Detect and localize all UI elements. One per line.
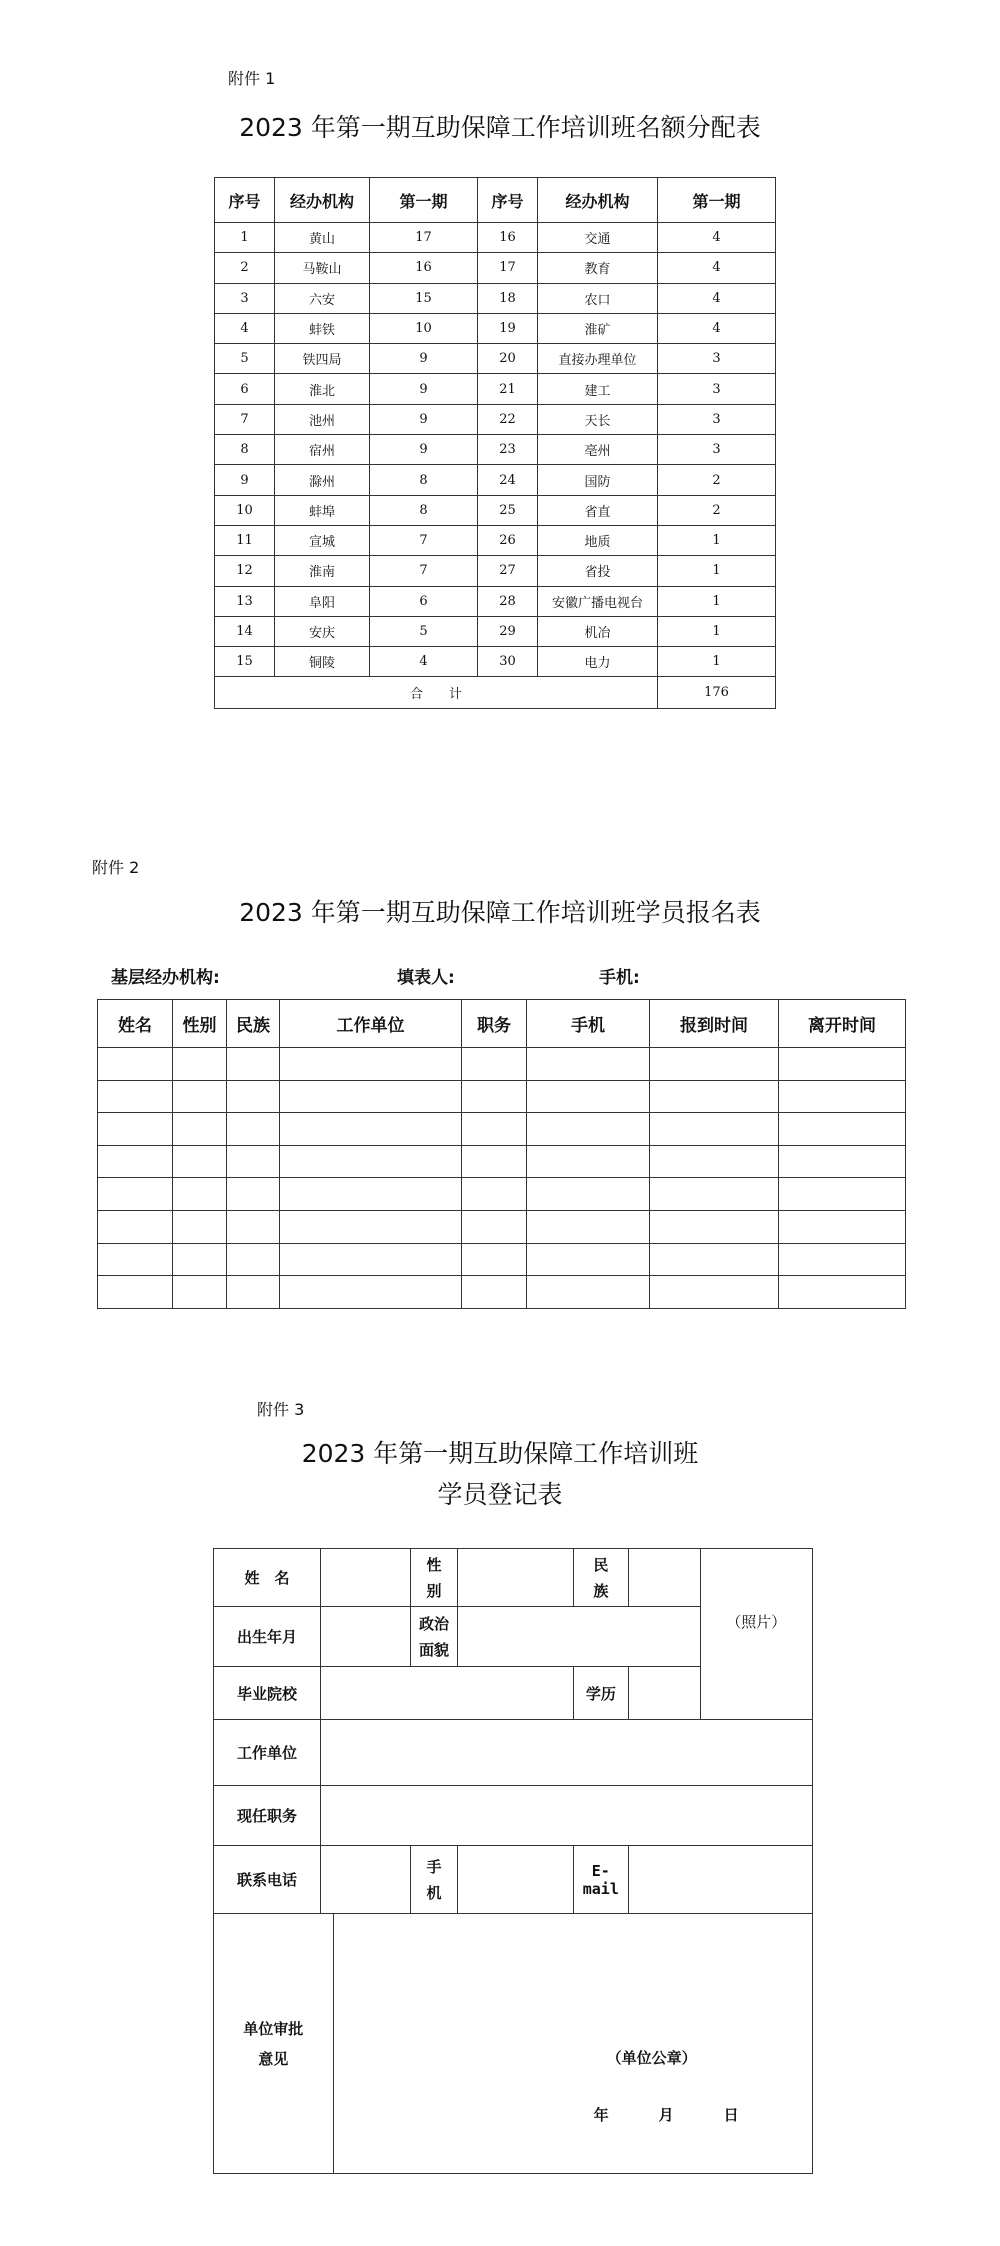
col-header-name: 姓名 — [98, 1000, 173, 1048]
name-input-cell[interactable] — [98, 1113, 173, 1146]
name-input-cell[interactable] — [98, 1145, 173, 1178]
seq-cell: 13 — [215, 586, 275, 616]
quota-row — [215, 556, 776, 586]
quota-cell: 4 — [658, 223, 776, 253]
quota-cell: 1 — [658, 525, 776, 555]
registration-row — [98, 1145, 906, 1178]
org-cell: 六安 — [275, 283, 370, 313]
arrival-input-cell[interactable] — [650, 1145, 779, 1178]
email-field[interactable] — [628, 1846, 812, 1914]
seq-cell: 17 — [478, 253, 538, 283]
seq-cell: 9 — [215, 465, 275, 495]
quota-cell: 7 — [370, 556, 478, 586]
departure-input-cell[interactable] — [779, 1145, 906, 1178]
seq-cell: 26 — [478, 525, 538, 555]
position-input-cell[interactable] — [462, 1145, 527, 1178]
col-header-ethnicity: 民族 — [227, 1000, 280, 1048]
ethnicity-input-cell[interactable] — [227, 1276, 280, 1309]
org-cell: 交通 — [538, 223, 658, 253]
col-header-departure: 离开时间 — [779, 1000, 906, 1048]
seq-cell: 11 — [215, 525, 275, 555]
birth-label: 出生年月 — [214, 1607, 321, 1667]
org-cell: 省直 — [538, 495, 658, 525]
attachment-1-label: 附件 1 — [228, 69, 276, 88]
mobile-input-cell[interactable] — [527, 1276, 650, 1309]
registration-row — [98, 1048, 906, 1081]
name-input-cell[interactable] — [98, 1210, 173, 1243]
gender-input-cell[interactable] — [173, 1048, 227, 1081]
registration-row — [98, 1080, 906, 1113]
mobile-input-cell[interactable] — [527, 1178, 650, 1211]
mobile-input-cell[interactable] — [527, 1210, 650, 1243]
quota-cell: 15 — [370, 283, 478, 313]
quota-cell: 9 — [370, 404, 478, 434]
departure-input-cell[interactable] — [779, 1048, 906, 1081]
seq-cell: 27 — [478, 556, 538, 586]
registration-row — [98, 1243, 906, 1276]
name-input-cell[interactable] — [98, 1276, 173, 1309]
quota-cell: 8 — [370, 495, 478, 525]
name-input-cell[interactable] — [98, 1048, 173, 1081]
ethnicity-input-cell[interactable] — [227, 1210, 280, 1243]
org-cell: 蚌铁 — [275, 313, 370, 343]
attachment-3-title-line2: 学员登记表 — [437, 1480, 563, 1509]
position-input-cell[interactable] — [462, 1080, 527, 1113]
work-unit-input-cell[interactable] — [280, 1113, 462, 1146]
seq-cell: 14 — [215, 616, 275, 646]
departure-input-cell[interactable] — [779, 1210, 906, 1243]
quota-cell: 3 — [658, 435, 776, 465]
quota-cell: 1 — [658, 616, 776, 646]
work-unit-input-cell[interactable] — [280, 1243, 462, 1276]
seal-text: （单位公章） — [606, 2049, 697, 2067]
org-cell: 宿州 — [275, 435, 370, 465]
quota-row — [215, 647, 776, 677]
org-cell: 农口 — [538, 283, 658, 313]
attachment-3-label: 附件 3 — [257, 1400, 305, 1419]
attachment-1-title: 2023 年第一期互助保障工作培训班名额分配表 — [239, 113, 761, 142]
gender-input-cell[interactable] — [173, 1145, 227, 1178]
work-unit-label: 工作单位 — [214, 1720, 321, 1786]
seq-cell: 10 — [215, 495, 275, 525]
col-header-arrival: 报到时间 — [650, 1000, 779, 1048]
org-cell: 建工 — [538, 374, 658, 404]
attachment-2-title: 2023 年第一期互助保障工作培训班学员报名表 — [239, 898, 761, 927]
quota-cell: 9 — [370, 344, 478, 374]
registration-row — [98, 1210, 906, 1243]
work-unit-input-cell[interactable] — [280, 1080, 462, 1113]
departure-input-cell[interactable] — [779, 1178, 906, 1211]
org-cell: 省投 — [538, 556, 658, 586]
col-header-gender: 性别 — [173, 1000, 227, 1048]
quota-cell: 1 — [658, 586, 776, 616]
col-header-seq: 序号 — [478, 178, 538, 223]
seq-cell: 4 — [215, 313, 275, 343]
position-input-cell[interactable] — [462, 1210, 527, 1243]
total-value: 176 — [658, 677, 776, 709]
approval-area[interactable] — [333, 1914, 812, 2174]
org-cell: 地质 — [538, 525, 658, 555]
org-cell: 宣城 — [275, 525, 370, 555]
quota-table — [214, 177, 776, 709]
quota-cell: 2 — [658, 495, 776, 525]
total-label: 合 计 — [215, 677, 658, 709]
quota-cell: 9 — [370, 374, 478, 404]
work-unit-input-cell[interactable] — [280, 1178, 462, 1211]
gender-field[interactable] — [458, 1549, 573, 1607]
quota-cell: 16 — [370, 253, 478, 283]
political-status-field[interactable] — [458, 1607, 700, 1667]
gender-input-cell[interactable] — [173, 1080, 227, 1113]
org-cell: 机冶 — [538, 616, 658, 646]
quota-cell: 4 — [658, 253, 776, 283]
tel-label: 联系电话 — [214, 1846, 321, 1914]
work-unit-input-cell[interactable] — [280, 1210, 462, 1243]
quota-cell: 9 — [370, 435, 478, 465]
seq-cell: 12 — [215, 556, 275, 586]
attachment-2-label: 附件 2 — [92, 858, 140, 877]
quota-cell: 1 — [658, 556, 776, 586]
quota-row — [215, 616, 776, 646]
quota-cell: 4 — [658, 313, 776, 343]
departure-input-cell[interactable] — [779, 1080, 906, 1113]
org-cell: 直接办理单位 — [538, 344, 658, 374]
education-label: 学历 — [573, 1667, 628, 1720]
org-cell: 安徽广播电视台 — [538, 586, 658, 616]
arrival-input-cell[interactable] — [650, 1210, 779, 1243]
col-header-org: 经办机构 — [538, 178, 658, 223]
seq-cell: 3 — [215, 283, 275, 313]
ethnicity-input-cell[interactable] — [227, 1048, 280, 1081]
quota-row — [215, 253, 776, 283]
seq-cell: 1 — [215, 223, 275, 253]
org-cell: 亳州 — [538, 435, 658, 465]
registration-header-row — [98, 1000, 906, 1048]
mobile-input-cell[interactable] — [527, 1080, 650, 1113]
arrival-input-cell[interactable] — [650, 1113, 779, 1146]
quota-cell: 4 — [658, 283, 776, 313]
arrival-input-cell[interactable] — [650, 1178, 779, 1211]
name-label: 姓 名 — [214, 1549, 321, 1607]
year-label: 年 — [593, 2106, 609, 2124]
seq-cell: 28 — [478, 586, 538, 616]
quota-row — [215, 313, 776, 343]
name-field[interactable] — [321, 1549, 410, 1607]
registration-row — [98, 1178, 906, 1211]
gender-input-cell[interactable] — [173, 1210, 227, 1243]
total-row — [215, 677, 776, 709]
position-input-cell[interactable] — [462, 1243, 527, 1276]
org-cell: 安庆 — [275, 616, 370, 646]
seq-cell: 18 — [478, 283, 538, 313]
ethnicity-input-cell[interactable] — [227, 1178, 280, 1211]
gender-label: 性 别 — [410, 1549, 458, 1607]
ethnicity-input-cell[interactable] — [227, 1145, 280, 1178]
position-input-cell[interactable] — [462, 1048, 527, 1081]
quota-row — [215, 404, 776, 434]
org-cell: 蚌埠 — [275, 495, 370, 525]
birth-field[interactable] — [321, 1607, 410, 1667]
gender-input-cell[interactable] — [173, 1276, 227, 1309]
seq-cell: 25 — [478, 495, 538, 525]
departure-input-cell[interactable] — [779, 1276, 906, 1309]
org-cell: 天长 — [538, 404, 658, 434]
political-status-label: 政治 面貌 — [410, 1607, 458, 1667]
work-unit-input-cell[interactable] — [280, 1145, 462, 1178]
quota-cell: 17 — [370, 223, 478, 253]
filler-label: 填表人: — [397, 968, 455, 988]
quota-cell: 7 — [370, 525, 478, 555]
quota-row — [215, 223, 776, 253]
approval-label: 单位审批 意见 — [214, 1914, 334, 2174]
name-input-cell[interactable] — [98, 1080, 173, 1113]
gender-input-cell[interactable] — [173, 1178, 227, 1211]
photo-box: （照片） — [700, 1549, 812, 1720]
seq-cell: 20 — [478, 344, 538, 374]
position-field[interactable] — [321, 1786, 813, 1846]
arrival-input-cell[interactable] — [650, 1243, 779, 1276]
seq-cell: 2 — [215, 253, 275, 283]
org-cell: 马鞍山 — [275, 253, 370, 283]
quota-cell: 2 — [658, 465, 776, 495]
quota-cell: 6 — [370, 586, 478, 616]
position-input-cell[interactable] — [462, 1113, 527, 1146]
quota-row — [215, 525, 776, 555]
work-unit-input-cell[interactable] — [280, 1048, 462, 1081]
name-input-cell[interactable] — [98, 1243, 173, 1276]
arrival-input-cell[interactable] — [650, 1276, 779, 1309]
tel-field[interactable] — [321, 1846, 410, 1914]
school-label: 毕业院校 — [214, 1667, 321, 1720]
col-header-position: 职务 — [462, 1000, 527, 1048]
email-label: E-mail — [573, 1846, 628, 1914]
org-cell: 铜陵 — [275, 647, 370, 677]
quota-cell: 3 — [658, 374, 776, 404]
org-cell: 电力 — [538, 647, 658, 677]
departure-input-cell[interactable] — [779, 1243, 906, 1276]
seq-cell: 8 — [215, 435, 275, 465]
seq-cell: 15 — [215, 647, 275, 677]
position-input-cell[interactable] — [462, 1276, 527, 1309]
mobile-input-cell[interactable] — [527, 1048, 650, 1081]
quota-cell: 4 — [370, 647, 478, 677]
mobile-input-cell[interactable] — [527, 1243, 650, 1276]
work-unit-input-cell[interactable] — [280, 1276, 462, 1309]
org-cell: 国防 — [538, 465, 658, 495]
name-input-cell[interactable] — [98, 1178, 173, 1211]
quota-header-row — [215, 178, 776, 223]
ethnicity-input-cell[interactable] — [227, 1080, 280, 1113]
position-input-cell[interactable] — [462, 1178, 527, 1211]
seq-cell: 6 — [215, 374, 275, 404]
quota-row — [215, 465, 776, 495]
ethnicity-field[interactable] — [628, 1549, 700, 1607]
quota-row — [215, 435, 776, 465]
org-cell: 阜阳 — [275, 586, 370, 616]
position-label: 现任职务 — [214, 1786, 321, 1846]
seq-cell: 24 — [478, 465, 538, 495]
phone-label: 手机: — [599, 968, 640, 988]
registration-row — [98, 1276, 906, 1309]
mobile-field[interactable] — [458, 1846, 573, 1914]
quota-row — [215, 283, 776, 313]
quota-cell: 3 — [658, 404, 776, 434]
ethnicity-input-cell[interactable] — [227, 1113, 280, 1146]
org-cell: 淮南 — [275, 556, 370, 586]
registration-row — [98, 1113, 906, 1146]
org-cell: 淮北 — [275, 374, 370, 404]
school-field[interactable] — [321, 1667, 574, 1720]
seq-cell: 21 — [478, 374, 538, 404]
quota-cell: 3 — [658, 344, 776, 374]
seq-cell: 7 — [215, 404, 275, 434]
seq-cell: 30 — [478, 647, 538, 677]
seq-cell: 22 — [478, 404, 538, 434]
col-header-work-unit: 工作单位 — [280, 1000, 462, 1048]
mobile-input-cell[interactable] — [527, 1113, 650, 1146]
gender-input-cell[interactable] — [173, 1113, 227, 1146]
quota-row — [215, 586, 776, 616]
org-cell: 滁州 — [275, 465, 370, 495]
registration-table — [97, 999, 906, 1309]
departure-input-cell[interactable] — [779, 1113, 906, 1146]
work-unit-field[interactable] — [321, 1720, 813, 1786]
arrival-input-cell[interactable] — [650, 1048, 779, 1081]
quota-cell: 10 — [370, 313, 478, 343]
day-label: 日 — [723, 2106, 739, 2124]
seq-cell: 19 — [478, 313, 538, 343]
org-cell: 池州 — [275, 404, 370, 434]
seq-cell: 5 — [215, 344, 275, 374]
seq-cell: 23 — [478, 435, 538, 465]
org-cell: 淮矿 — [538, 313, 658, 343]
col-header-period: 第一期 — [370, 178, 478, 223]
col-header-seq: 序号 — [215, 178, 275, 223]
quota-cell: 8 — [370, 465, 478, 495]
education-field[interactable] — [628, 1667, 700, 1720]
col-header-org: 经办机构 — [275, 178, 370, 223]
seq-cell: 16 — [478, 223, 538, 253]
col-header-period: 第一期 — [658, 178, 776, 223]
quota-row — [215, 344, 776, 374]
quota-row — [215, 374, 776, 404]
quota-cell: 1 — [658, 647, 776, 677]
ethnicity-input-cell[interactable] — [227, 1243, 280, 1276]
col-header-mobile: 手机 — [527, 1000, 650, 1048]
org-cell: 教育 — [538, 253, 658, 283]
trainee-form — [213, 1548, 813, 2174]
month-label: 月 — [658, 2106, 674, 2124]
org-cell: 铁四局 — [275, 344, 370, 374]
mobile-label: 手 机 — [410, 1846, 458, 1914]
org-label: 基层经办机构: — [111, 968, 220, 988]
quota-row — [215, 495, 776, 525]
seq-cell: 29 — [478, 616, 538, 646]
mobile-input-cell[interactable] — [527, 1145, 650, 1178]
gender-input-cell[interactable] — [173, 1243, 227, 1276]
org-cell: 黄山 — [275, 223, 370, 253]
arrival-input-cell[interactable] — [650, 1080, 779, 1113]
quota-cell: 5 — [370, 616, 478, 646]
attachment-3-title-line1: 2023 年第一期互助保障工作培训班 — [301, 1439, 699, 1468]
ethnicity-label: 民 族 — [573, 1549, 628, 1607]
